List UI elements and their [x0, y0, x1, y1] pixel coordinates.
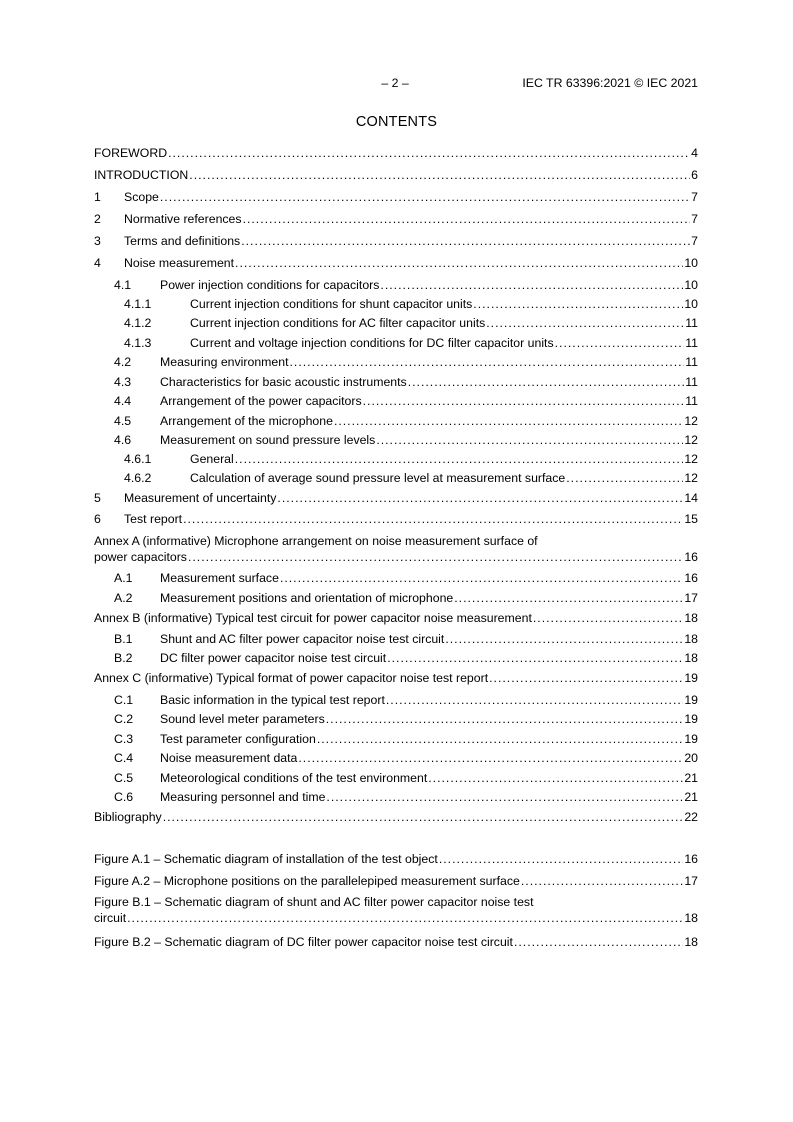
toc-entry-title: Annex C (informative) Typical format of power capacitor noise test report [94, 671, 489, 685]
toc-entry-number: C.4 [114, 751, 134, 765]
toc-entry[interactable] [94, 671, 698, 685]
toc-entry-title: Shunt and AC filter power capacitor noise test circuit [160, 632, 445, 646]
dot-leader [298, 751, 683, 765]
toc-entry[interactable] [94, 651, 698, 665]
toc-entry[interactable] [94, 810, 698, 824]
page-ref: 17 [684, 591, 698, 605]
dot-leader [277, 491, 683, 505]
page-ref: 10 [684, 297, 698, 311]
dot-leader [243, 212, 691, 226]
page-ref: 4 [691, 146, 698, 160]
toc-entry[interactable] [94, 394, 698, 408]
toc-entry-title: Meteorological conditions of the test environment [160, 771, 428, 785]
toc-entry-title: Calculation of average sound pressure level at measurement surface [190, 471, 566, 485]
dot-leader [334, 414, 683, 428]
page-ref: 12 [684, 452, 698, 466]
toc-entry-number: 3 [94, 234, 101, 248]
toc-entry-number: C.3 [114, 732, 134, 746]
page-ref: 16 [684, 852, 698, 866]
toc-entry[interactable] [94, 355, 698, 369]
toc-entry[interactable] [94, 336, 698, 350]
dot-leader [439, 852, 683, 866]
dot-leader [127, 911, 683, 925]
dot-leader [183, 512, 683, 526]
toc-entry[interactable] [94, 146, 698, 160]
toc-entry[interactable] [94, 712, 698, 726]
toc-entry-number: 1 [94, 190, 101, 204]
toc-entry[interactable] [94, 168, 698, 182]
dot-leader [160, 190, 690, 204]
toc-entry-number: 4.1.2 [124, 316, 152, 330]
page-ref: 20 [684, 751, 698, 765]
toc-entry-title: Current injection conditions for AC filter capacitor units [190, 316, 486, 330]
figure-entry[interactable] [94, 895, 698, 925]
page-ref: 11 [685, 336, 698, 350]
toc-entry[interactable] [94, 534, 698, 564]
page-ref: 22 [684, 810, 698, 824]
toc-entry-title: Characteristics for basic acoustic instruments [160, 375, 407, 389]
toc-entry[interactable] [94, 571, 698, 585]
toc-entry-title: Basic information in the typical test report [160, 693, 385, 707]
dot-leader [489, 671, 683, 685]
toc-entry[interactable] [94, 297, 698, 311]
toc-entry-number: C.2 [114, 712, 134, 726]
toc-entry-title: Current and voltage injection conditions for DC filter capacitor units [190, 336, 554, 350]
toc-entry[interactable] [94, 414, 698, 428]
page-ref: 16 [684, 550, 698, 564]
page-ref: 7 [691, 190, 698, 204]
toc-entry[interactable] [94, 471, 698, 485]
dot-leader [317, 732, 683, 746]
toc-entry-title: Annex B (informative) Typical test circuit for power capacitor noise measurement [94, 611, 532, 625]
toc-entry[interactable] [94, 732, 698, 746]
dot-leader [235, 452, 684, 466]
page-ref: 19 [684, 712, 698, 726]
toc-entry-title: Measuring personnel and time [160, 790, 326, 804]
page-ref: 18 [684, 632, 698, 646]
toc-entry[interactable] [94, 771, 698, 785]
toc-entry-number: 4.5 [114, 414, 132, 428]
toc-entry[interactable] [94, 212, 698, 226]
dot-leader [326, 790, 683, 804]
toc-entry-title: General [190, 452, 234, 466]
toc-entry-title: Measurement positions and orientation of microphone [160, 591, 454, 605]
toc-entry-title: Annex A (informative) Microphone arrangement on noise measurement surface of [94, 534, 538, 548]
page-ref: 11 [685, 316, 698, 330]
toc-entry-number: 4.1 [114, 278, 132, 292]
page-ref: 18 [684, 651, 698, 665]
toc-entry-title: Noise measurement data [160, 751, 298, 765]
toc-entry-title: Test report [124, 512, 183, 526]
toc-entry-number: 6 [94, 512, 101, 526]
toc-entry-title: Terms and definitions [124, 234, 241, 248]
toc-entry-title: Scope [124, 190, 159, 204]
dot-leader [445, 632, 683, 646]
dot-leader [326, 712, 684, 726]
toc-entry-title: Figure B.1 – Schematic diagram of shunt and AC filter power capacitor noise test [94, 895, 534, 909]
page-ref: 18 [684, 911, 698, 925]
page-ref: 7 [691, 212, 698, 226]
dot-leader [408, 375, 685, 389]
toc-entry-number: 4.4 [114, 394, 132, 408]
toc-entry-number: 4.6.1 [124, 452, 152, 466]
toc-entry[interactable] [94, 693, 698, 707]
toc-entry-title: Measurement of uncertainty [124, 491, 277, 505]
page-number: – 2 – [381, 76, 409, 90]
page-ref: 15 [684, 512, 698, 526]
toc-entry-number: 4.1.3 [124, 336, 152, 350]
toc-entry-title: Figure B.2 – Schematic diagram of DC filter power capacitor noise test circuit [94, 935, 513, 949]
toc-entry[interactable] [94, 632, 698, 646]
toc-entry-number: 4.1.1 [124, 297, 152, 311]
dot-leader [533, 611, 683, 625]
page-ref: 10 [684, 278, 698, 292]
dot-leader [290, 355, 685, 369]
page-ref: 21 [684, 771, 698, 785]
dot-leader [235, 256, 683, 270]
page-ref: 19 [684, 693, 698, 707]
dot-leader [363, 394, 685, 408]
toc-entry-number: C.6 [114, 790, 134, 804]
page-ref: 11 [685, 375, 698, 389]
toc-entry-number: 4.3 [114, 375, 132, 389]
toc-entry[interactable] [94, 491, 698, 505]
page-ref: 17 [684, 874, 698, 888]
document-reference: IEC TR 63396:2021 © IEC 2021 [522, 76, 698, 90]
page-ref: 11 [685, 355, 698, 369]
toc-entry-title: Sound level meter parameters [160, 712, 325, 726]
toc-entry[interactable] [94, 452, 698, 466]
toc-entry-title: Measurement on sound pressure levels [160, 433, 376, 447]
toc-entry-number: B.1 [114, 632, 133, 646]
dot-leader [380, 278, 683, 292]
dot-leader [168, 146, 690, 160]
page-ref: 19 [684, 671, 698, 685]
toc-entry[interactable] [94, 512, 698, 526]
toc-entry-number: 4.6 [114, 433, 132, 447]
toc-entry-title: Arrangement of the microphone [160, 414, 333, 428]
dot-leader [486, 316, 684, 330]
page-ref: 12 [684, 471, 698, 485]
dot-leader [163, 810, 684, 824]
dot-leader [566, 471, 683, 485]
toc-entry-number: C.5 [114, 771, 134, 785]
toc-entry-number: A.1 [114, 571, 133, 585]
toc-entry-title: Noise measurement [124, 256, 235, 270]
figure-entry[interactable] [94, 852, 698, 866]
toc-entry[interactable] [94, 790, 698, 804]
toc-entry-title: INTRODUCTION [94, 168, 189, 182]
dot-leader [454, 591, 683, 605]
dot-leader [241, 234, 690, 248]
page-ref: 14 [684, 491, 698, 505]
toc-entry[interactable] [94, 751, 698, 765]
page-ref: 7 [691, 234, 698, 248]
figure-entry[interactable] [94, 874, 698, 888]
toc-entry-title: Figure A.2 – Microphone positions on the parallelepiped measurement surface [94, 874, 520, 888]
toc-entry-number: A.2 [114, 591, 133, 605]
page-ref: 16 [684, 571, 698, 585]
page-ref: 18 [684, 611, 698, 625]
toc-entry[interactable] [94, 278, 698, 292]
dot-leader [280, 571, 683, 585]
dot-leader [189, 168, 690, 182]
toc-entry-title: Measuring environment [160, 355, 289, 369]
page-ref: 12 [684, 433, 698, 447]
toc-entry-number: C.1 [114, 693, 134, 707]
toc-entry-title: Current injection conditions for shunt capacitor units [190, 297, 473, 311]
toc-entry-title-continued: power capacitors [94, 550, 187, 564]
dot-leader [521, 874, 683, 888]
toc-entry[interactable] [94, 234, 698, 248]
dot-leader [473, 297, 683, 311]
page-header [0, 76, 793, 92]
toc-entry-number: 4.6.2 [124, 471, 152, 485]
toc-entry-number: 5 [94, 491, 101, 505]
toc-entry-title: DC filter power capacitor noise test circuit [160, 651, 387, 665]
toc-entry-number: 2 [94, 212, 101, 226]
toc-entry-title: Measurement surface [160, 571, 279, 585]
toc-entry[interactable] [94, 611, 698, 625]
toc-entry-title: Arrangement of the power capacitors [160, 394, 362, 408]
toc-entry-title: FOREWORD [94, 146, 168, 160]
page-ref: 19 [684, 732, 698, 746]
toc-entry[interactable] [94, 375, 698, 389]
toc-entry-title: Bibliography [94, 810, 162, 824]
page-ref: 6 [691, 168, 698, 182]
page-ref: 12 [684, 414, 698, 428]
toc-entry-number: 4 [94, 256, 101, 270]
toc-entry[interactable] [94, 190, 698, 204]
toc-entry-title: Normative references [124, 212, 242, 226]
page-ref: 21 [684, 790, 698, 804]
page-ref: 11 [685, 394, 698, 408]
toc-entry[interactable] [94, 433, 698, 447]
dot-leader [188, 550, 683, 564]
toc-entry-number: B.2 [114, 651, 133, 665]
toc-entry-title: Power injection conditions for capacitors [160, 278, 380, 292]
toc-entry[interactable] [94, 591, 698, 605]
dot-leader [387, 651, 683, 665]
toc-entry-title-continued: circuit [94, 911, 127, 925]
dot-leader [555, 336, 685, 350]
page-title: CONTENTS [355, 114, 438, 130]
page-ref: 18 [684, 935, 698, 949]
toc-entry-title: Figure A.1 – Schematic diagram of installation of the test object [94, 852, 438, 866]
dot-leader [386, 693, 683, 707]
toc-entry[interactable] [94, 256, 698, 270]
dot-leader [376, 433, 683, 447]
toc-entry[interactable] [94, 316, 698, 330]
dot-leader [428, 771, 683, 785]
page-ref: 10 [684, 256, 698, 270]
toc-entry-number: 4.2 [114, 355, 132, 369]
toc-entry-title: Test parameter configuration [160, 732, 316, 746]
dot-leader [514, 935, 683, 949]
figure-entry[interactable] [94, 935, 698, 949]
